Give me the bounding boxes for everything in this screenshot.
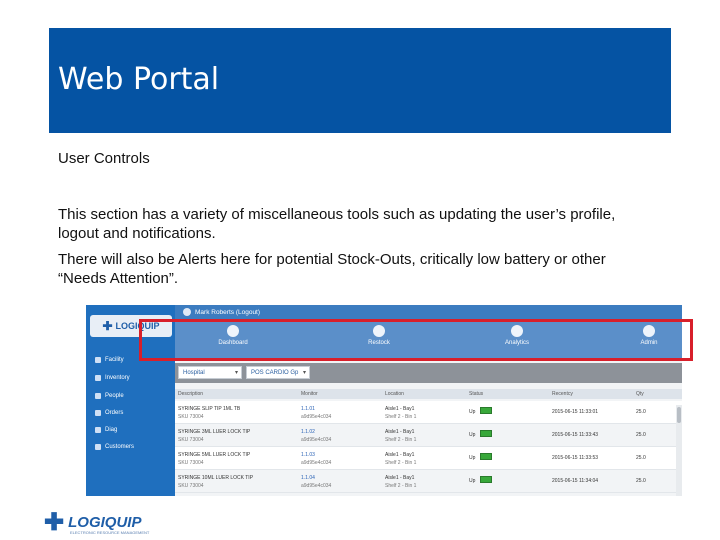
user-controls-highlight — [139, 319, 693, 361]
diag-icon — [95, 427, 101, 433]
column-header[interactable]: Description — [178, 391, 204, 397]
medical-cross-icon: ✚ — [102, 319, 113, 333]
footer-logo — [44, 505, 154, 539]
scroll-thumb[interactable] — [677, 407, 681, 423]
table-scrollbar[interactable] — [676, 405, 682, 496]
table-row[interactable] — [175, 447, 682, 470]
cell-monitor-id: a9d95e4c034 — [301, 483, 332, 489]
inventory-icon — [95, 375, 101, 381]
group-select[interactable]: POS CARDIO Gp ▾ — [246, 366, 310, 379]
cell-sku: SKU 73004 — [178, 414, 204, 420]
cell-monitor-id: a9d95e4c034 — [301, 460, 332, 466]
battery-icon — [480, 453, 492, 460]
sidebar-item-orders[interactable]: Orders — [95, 410, 123, 416]
cell-monitor-id: a9d95e4c034 — [301, 437, 332, 443]
cell-date: 2015-06-15 11:34:04 — [552, 478, 599, 484]
battery-icon — [480, 430, 492, 437]
chevron-down-icon: ▾ — [234, 370, 238, 376]
column-header[interactable]: Monitor — [301, 391, 318, 397]
cell-qty: 25.0 — [636, 432, 646, 438]
cell-loc2: Shelf 2 - Bin 1 — [385, 437, 417, 443]
cell-monitor[interactable]: 1.1.04 — [301, 475, 315, 481]
table-header — [175, 389, 682, 399]
sidebar-item-facility[interactable]: Facility — [95, 357, 124, 363]
nav-restock[interactable]: Restock — [349, 325, 409, 346]
description-paragraph-2: There will also be Alerts here for potential Stock-Outs, critically low battery or other “Needs Attention”. — [58, 251, 606, 287]
cell-qty: 25.0 — [636, 409, 646, 415]
cell-qty: 25.0 — [636, 455, 646, 461]
cell-monitor[interactable]: 1.1.01 — [301, 406, 315, 412]
filter-bar — [175, 363, 682, 383]
nav-dashboard[interactable]: Dashboard — [203, 325, 263, 346]
people-icon — [95, 393, 101, 399]
portal-logo-text: LOGIQUIP — [115, 321, 160, 331]
cell-sku: SKU 73004 — [178, 437, 204, 443]
column-header[interactable]: Recentcy — [552, 391, 573, 397]
battery-icon — [480, 407, 492, 414]
table-row[interactable] — [175, 401, 682, 424]
sidebar-item-people[interactable]: People — [95, 393, 124, 399]
cell-loc: Aisle1 - Bay1 — [385, 452, 415, 458]
title-banner — [49, 28, 671, 133]
cell-loc: Aisle1 - Bay1 — [385, 429, 415, 435]
cell-sku: SKU 73004 — [178, 483, 204, 489]
battery-icon — [480, 476, 492, 483]
cell-monitor[interactable]: 1.1.02 — [301, 429, 315, 435]
medical-cross-icon: ✚ — [44, 508, 65, 536]
cell-status: Up — [469, 455, 476, 461]
table-row[interactable] — [175, 424, 682, 447]
facility-icon — [95, 357, 101, 363]
cell-loc2: Shelf 2 - Bin 1 — [385, 414, 417, 420]
cell-date: 2015-06-15 11:33:53 — [552, 455, 599, 461]
cell-desc: SYRINGE 10ML LUER LOCK TIP — [178, 475, 254, 481]
orders-icon — [95, 410, 101, 416]
user-avatar-icon — [183, 308, 191, 316]
cell-sku: SKU 73004 — [178, 460, 204, 466]
cell-desc: SYRINGE 3ML LUER LOCK TIP — [178, 429, 251, 435]
chevron-down-icon: ▾ — [302, 370, 306, 376]
cell-loc2: Shelf 2 - Bin 1 — [385, 483, 417, 489]
sidebar-item-diag[interactable]: Diag — [95, 427, 117, 433]
cell-monitor[interactable]: 1.1.03 — [301, 452, 315, 458]
cell-desc: SYRINGE 5ML LUER LOCK TIP — [178, 452, 251, 458]
sidebar-item-customers[interactable]: Customers — [95, 444, 134, 450]
cell-desc: SYRINGE SLIP TIP 1ML TB — [178, 406, 241, 412]
cell-loc: Aisle1 - Bay1 — [385, 475, 415, 481]
table-row[interactable] — [175, 470, 682, 493]
nav-analytics[interactable]: Analytics — [487, 325, 547, 346]
cell-status: Up — [469, 478, 476, 484]
footer-tagline: ELECTRONIC RESOURCE MANAGEMENT — [70, 530, 150, 535]
nav-admin[interactable]: Admin — [619, 325, 679, 346]
customers-icon — [95, 444, 101, 450]
cell-qty: 25.0 — [636, 478, 646, 484]
cell-date: 2015-06-15 11:33:01 — [552, 409, 599, 415]
facility-select[interactable]: Hospital ▾ — [178, 366, 242, 379]
footer-logo-text: LOGIQUIP — [68, 513, 142, 531]
user-name-logout[interactable]: Mark Roberts (Logout) — [195, 308, 261, 316]
section-heading: User Controls — [58, 150, 150, 167]
cell-loc: Aisle1 - Bay1 — [385, 406, 415, 412]
cell-date: 2015-06-15 11:33:43 — [552, 432, 599, 438]
description-paragraph-1: This section has a variety of miscellaneous tools such as updating the user’s profile, logout and notifications. — [58, 206, 616, 242]
column-header[interactable]: Location — [385, 391, 404, 397]
cell-monitor-id: a9d95e4c034 — [301, 414, 332, 420]
column-header[interactable]: Status — [469, 391, 484, 397]
sidebar-item-inventory[interactable]: Inventory — [95, 375, 130, 381]
slide-title: Web Portal — [58, 62, 220, 97]
cell-loc2: Shelf 2 - Bin 1 — [385, 460, 417, 466]
cell-status: Up — [469, 409, 476, 415]
user-menu[interactable] — [183, 308, 260, 316]
column-header[interactable]: Qty — [636, 391, 644, 397]
cell-status: Up — [469, 432, 476, 438]
